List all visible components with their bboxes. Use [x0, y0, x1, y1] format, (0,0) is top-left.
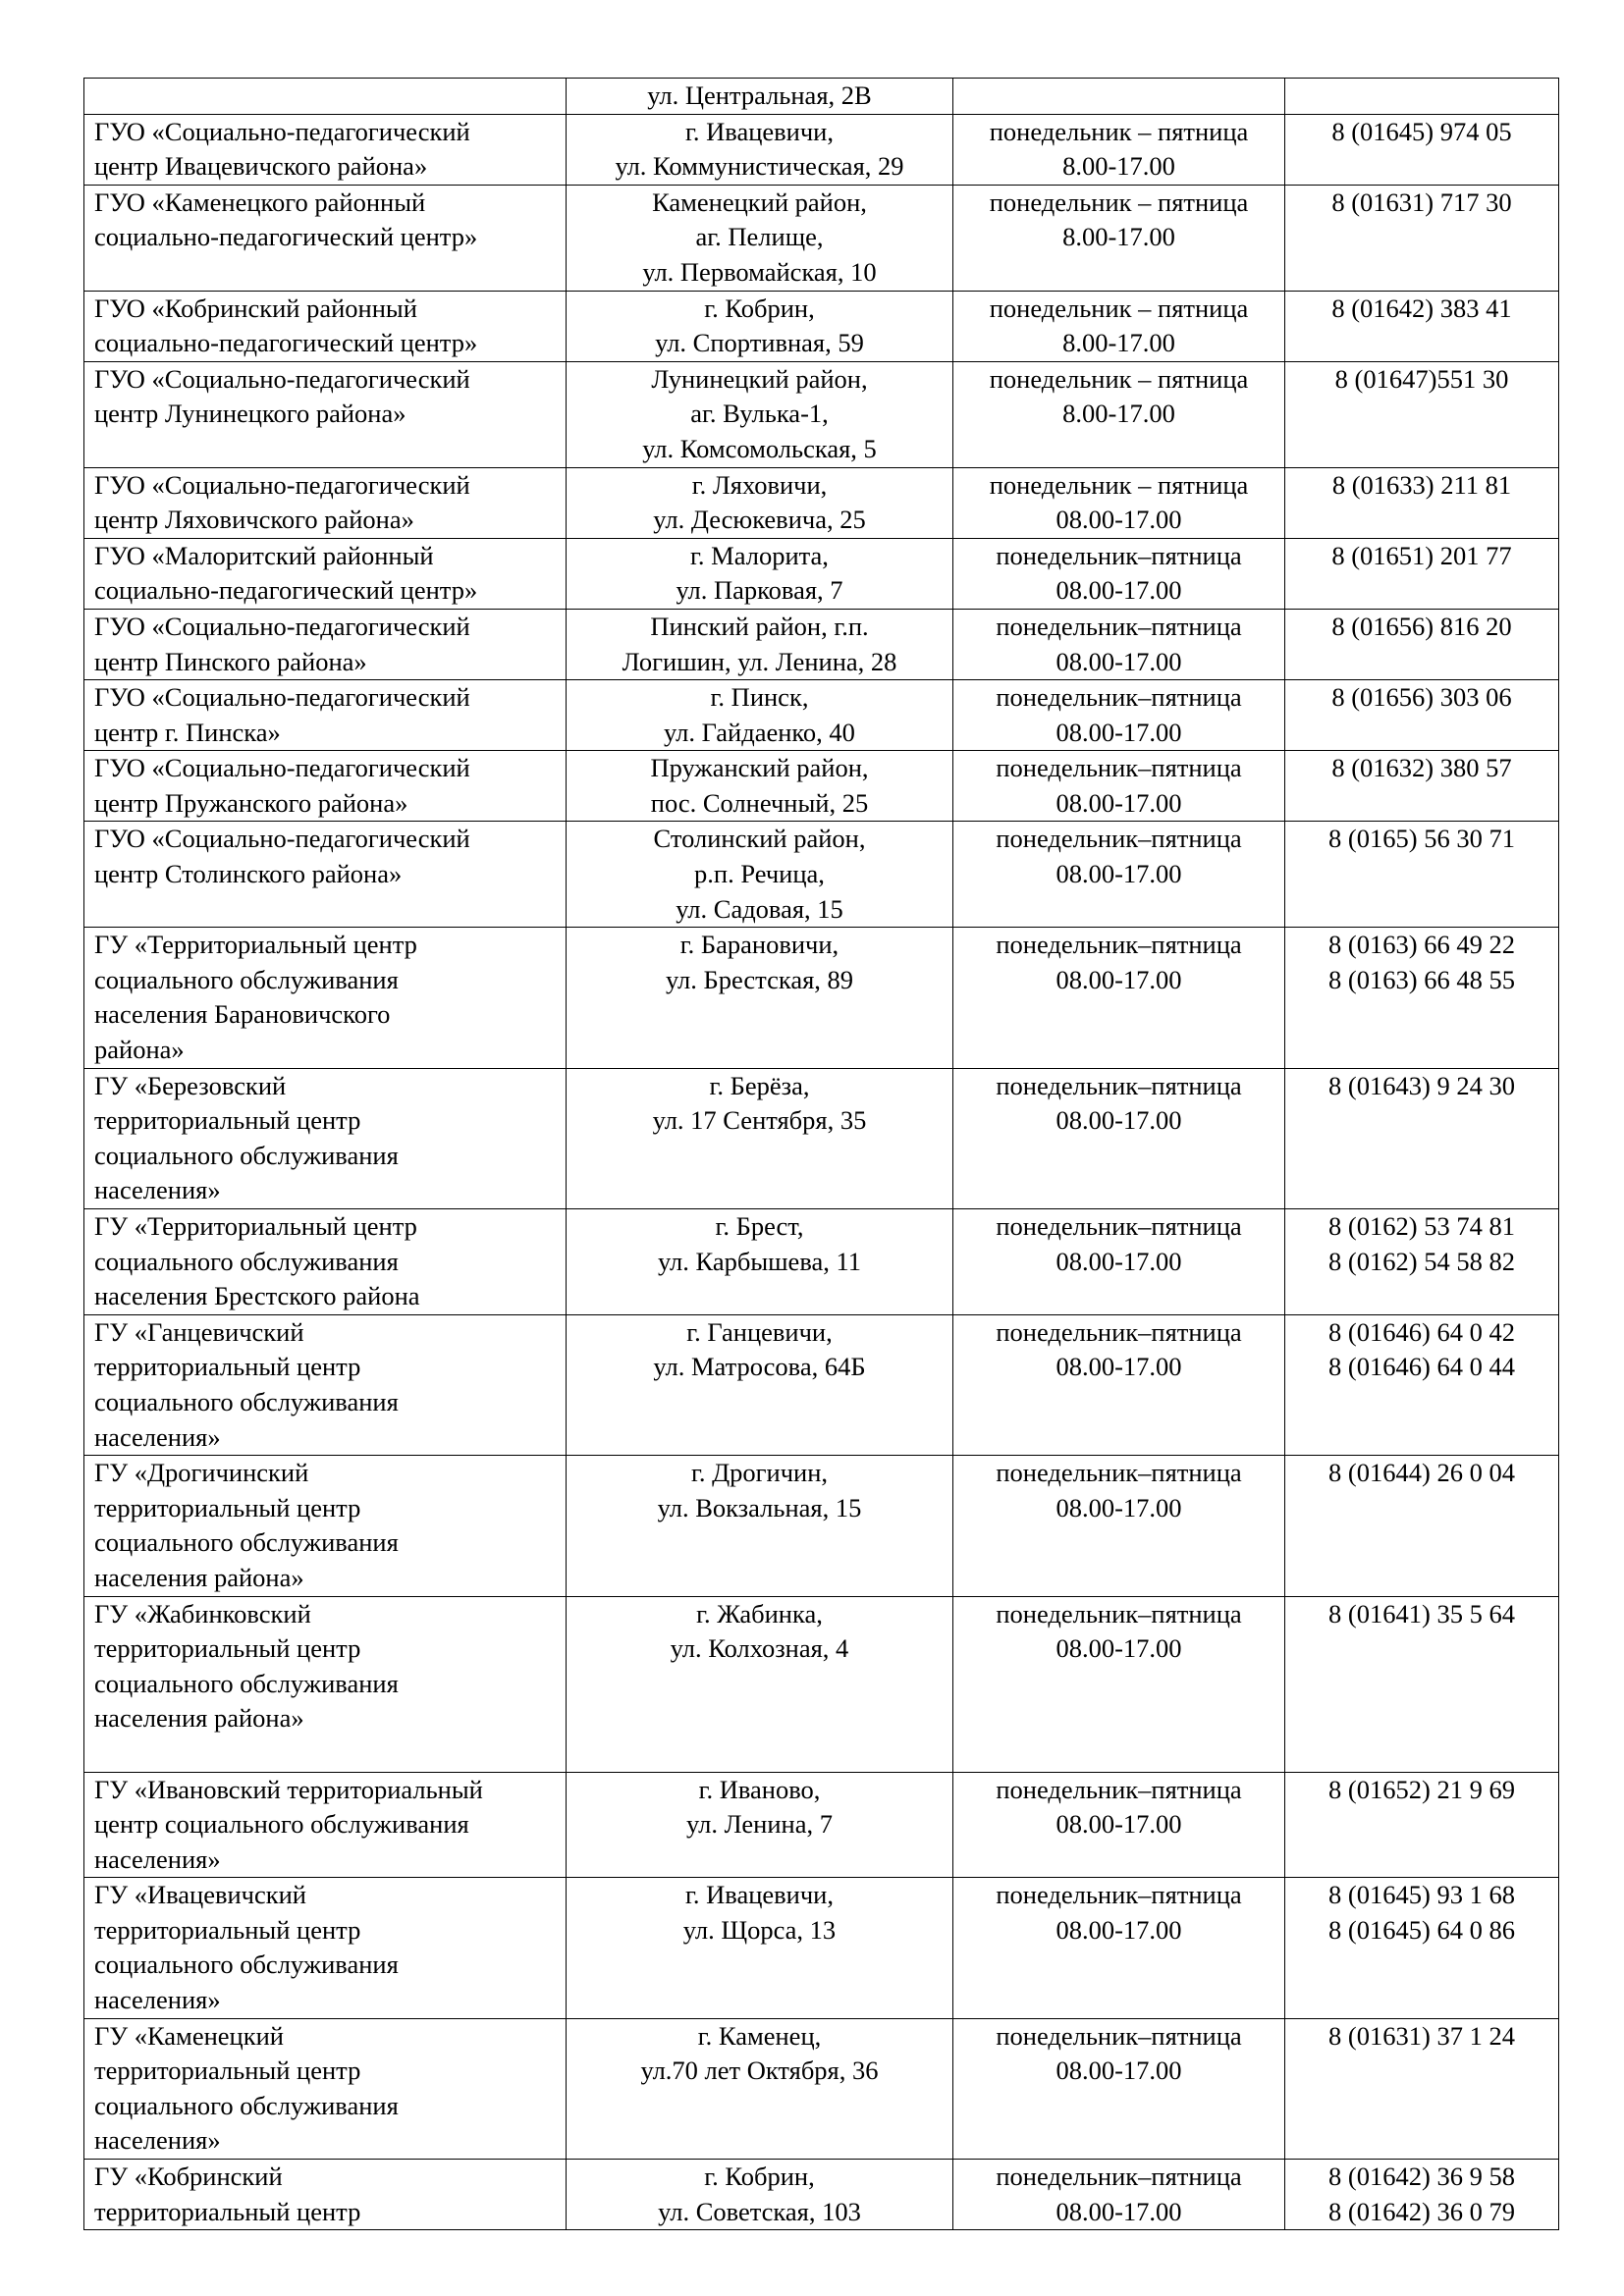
working-hours-line: понедельник–пятница [996, 930, 1242, 960]
working-hours-cell [953, 751, 1285, 822]
address-line: г. Кобрин, [704, 293, 815, 323]
organization-line: социально-педагогический центр» [94, 328, 478, 358]
working-hours-line: понедельник–пятница [996, 540, 1242, 570]
phone-cell [1285, 291, 1559, 361]
working-hours-line: понедельник–пятница [996, 824, 1242, 854]
working-hours-line: 08.00-17.00 [1056, 1246, 1182, 1276]
organization-cell [84, 822, 567, 928]
phone-cell [1285, 361, 1559, 467]
phone-line: 8 (01646) 64 0 44 [1328, 1352, 1515, 1382]
working-hours-cell [953, 114, 1285, 185]
organization-line: центр Ляховичского района» [94, 505, 414, 535]
organization-line: ГУО «Социально-педагогический [94, 682, 470, 713]
organization-cell [84, 2160, 567, 2230]
working-hours-line: понедельник–пятница [996, 611, 1242, 641]
organization-cell [84, 114, 567, 185]
phone-cell [1285, 2018, 1559, 2159]
phone-line: 8 (0163) 66 49 22 [1328, 930, 1515, 960]
organization-line: района» [94, 1035, 185, 1065]
organization-line: социального обслуживания [94, 964, 399, 994]
working-hours-line: понедельник – пятница [989, 293, 1249, 323]
working-hours-line: 08.00-17.00 [1056, 2196, 1182, 2226]
phone-cell [1285, 1596, 1559, 1772]
organization-line: населения» [94, 1421, 221, 1452]
phone-cell [1285, 1209, 1559, 1315]
working-hours-line: 08.00-17.00 [1056, 2056, 1182, 2086]
organization-cell [84, 2018, 567, 2159]
organization-line: ГУО «Социально-педагогический [94, 824, 470, 854]
address-line: ул. Матросова, 64Б [653, 1352, 866, 1382]
working-hours-line: 8.00-17.00 [1062, 222, 1175, 252]
organization-line: ГУО «Социально-педагогический [94, 611, 470, 641]
organization-line: ГУО «Кобринский районный [94, 293, 417, 323]
address-cell [567, 2160, 953, 2230]
organization-cell [84, 1456, 567, 1596]
address-cell [567, 1878, 953, 2018]
organization-line: территориальный центр [94, 1492, 361, 1522]
phone-line: 8 (01631) 37 1 24 [1328, 2020, 1515, 2051]
phone-line: 8 (0162) 53 74 81 [1328, 1211, 1515, 1241]
phone-line: 8 (01631) 717 30 [1331, 187, 1512, 217]
working-hours-cell [953, 822, 1285, 928]
working-hours-line: 08.00-17.00 [1056, 1809, 1182, 1840]
organization-line: ГУО «Социально-педагогический [94, 116, 470, 146]
address-line: ул. Вокзальная, 15 [657, 1492, 862, 1522]
organization-cell [84, 1314, 567, 1455]
working-hours-line: 08.00-17.00 [1056, 1105, 1182, 1136]
table-row [84, 2160, 1559, 2230]
address-line: ул. Советская, 103 [658, 2196, 861, 2226]
organization-line: социального обслуживания [94, 1246, 399, 1276]
address-line: ул. Колхозная, 4 [670, 1633, 849, 1664]
address-cell [567, 1596, 953, 1772]
address-line: г. Каменец, [697, 2020, 822, 2051]
address-line: г. Иваново, [698, 1774, 821, 1804]
working-hours-line: понедельник–пятница [996, 2020, 1242, 2051]
organization-cell [84, 1068, 567, 1208]
phone-cell [1285, 185, 1559, 291]
table-row [84, 538, 1559, 609]
table-row [84, 79, 1559, 115]
table-row [84, 2018, 1559, 2159]
table-row [84, 751, 1559, 822]
organization-cell [84, 361, 567, 467]
organization-cell [84, 1878, 567, 2018]
address-cell [567, 928, 953, 1068]
address-cell [567, 609, 953, 679]
address-line: г. Дрогичин, [690, 1458, 829, 1488]
working-hours-line: 08.00-17.00 [1056, 787, 1182, 818]
phone-line: 8 (01632) 380 57 [1331, 753, 1512, 783]
address-line: ул. Десюкевича, 25 [653, 505, 866, 535]
organization-line: населения Брестского района [94, 1281, 420, 1311]
working-hours-line: 8.00-17.00 [1062, 328, 1175, 358]
working-hours-cell [953, 1314, 1285, 1455]
phone-cell [1285, 2160, 1559, 2230]
organization-line: социального обслуживания [94, 2090, 399, 2120]
organization-line: ГУ «Березовский [94, 1070, 287, 1100]
address-line: Каменецкий район, [652, 187, 867, 217]
organization-line: ГУ «Каменецкий [94, 2020, 284, 2051]
phone-cell [1285, 680, 1559, 751]
address-line: ул. Ленина, 7 [686, 1809, 833, 1840]
organization-line: населения» [94, 2125, 221, 2156]
address-line: г. Ивацевичи, [685, 1880, 834, 1910]
working-hours-line: понедельник–пятница [996, 682, 1242, 713]
address-line: г. Ивацевичи, [685, 116, 834, 146]
working-hours-cell [953, 291, 1285, 361]
organization-cell [84, 79, 567, 115]
phone-line: 8 (01656) 816 20 [1331, 611, 1512, 641]
working-hours-cell [953, 361, 1285, 467]
organization-line: территориальный центр [94, 1352, 361, 1382]
phone-line: 8 (01645) 93 1 68 [1328, 1880, 1515, 1910]
organization-line: центр Лунинецкого района» [94, 399, 406, 429]
organization-line: ГУ «Территориальный центр [94, 930, 417, 960]
organization-line: населения» [94, 1985, 221, 2015]
organization-line: ГУ «Жабинковский [94, 1598, 311, 1629]
phone-line: 8 (0165) 56 30 71 [1328, 824, 1515, 854]
phone-line: 8 (01645) 64 0 86 [1328, 1914, 1515, 1945]
address-line: Лунинецкий район, [651, 363, 868, 394]
phone-cell [1285, 751, 1559, 822]
working-hours-cell [953, 609, 1285, 679]
address-line: г. Пинск, [710, 682, 809, 713]
working-hours-line: 08.00-17.00 [1056, 505, 1182, 535]
address-line: г. Кобрин, [704, 2162, 815, 2192]
address-line: ул. Спортивная, 59 [655, 328, 864, 358]
table-row [84, 1772, 1559, 1878]
phone-line: 8 (01644) 26 0 04 [1328, 1458, 1515, 1488]
working-hours-cell [953, 2160, 1285, 2230]
phone-line: 8 (01642) 36 9 58 [1328, 2162, 1515, 2192]
address-line: ул. Карбышева, 11 [657, 1246, 862, 1276]
address-line: ул. Брестская, 89 [665, 964, 854, 994]
address-cell [567, 1314, 953, 1455]
address-line: ул. Комсомольская, 5 [642, 433, 877, 463]
phone-cell [1285, 609, 1559, 679]
working-hours-cell [953, 1878, 1285, 2018]
working-hours-line: понедельник – пятница [989, 363, 1249, 394]
organization-line: территориальный центр [94, 1633, 361, 1664]
working-hours-line: понедельник–пятница [996, 1774, 1242, 1804]
working-hours-line: 08.00-17.00 [1056, 1633, 1182, 1664]
table-row [84, 680, 1559, 751]
organization-line: населения района» [94, 1562, 304, 1592]
organization-line: центр Ивацевичского района» [94, 151, 428, 182]
phone-line: 8 (0162) 54 58 82 [1328, 1246, 1515, 1276]
organization-line: территориальный центр [94, 2196, 361, 2226]
organization-line: социального обслуживания [94, 1949, 399, 1980]
address-line: г. Малорита, [690, 540, 829, 570]
institutions-table [83, 78, 1559, 2230]
address-line: ул. Коммунистическая, 29 [615, 151, 904, 182]
organization-line: ГУ «Дрогичинский [94, 1458, 309, 1488]
working-hours-line: понедельник–пятница [996, 1880, 1242, 1910]
phone-cell [1285, 114, 1559, 185]
working-hours-line: понедельник – пятница [989, 469, 1249, 500]
address-cell [567, 114, 953, 185]
organization-cell [84, 928, 567, 1068]
organization-line: населения района» [94, 1703, 304, 1734]
organization-line: территориальный центр [94, 1105, 361, 1136]
address-line: ул. Парковая, 7 [676, 575, 843, 606]
address-line: ул. 17 Сентября, 35 [652, 1105, 867, 1136]
address-line: ул. Садовая, 15 [676, 893, 843, 924]
address-cell [567, 1772, 953, 1878]
working-hours-line: понедельник – пятница [989, 187, 1249, 217]
organization-line: социального обслуживания [94, 1140, 399, 1170]
working-hours-line: 08.00-17.00 [1056, 1492, 1182, 1522]
organization-cell [84, 751, 567, 822]
table-row [84, 1068, 1559, 1208]
address-cell [567, 751, 953, 822]
phone-line: 8 (01642) 36 0 79 [1328, 2196, 1515, 2226]
address-line: пос. Солнечный, 25 [650, 787, 869, 818]
organization-line: центр социального обслуживания [94, 1809, 469, 1840]
organization-line: социального обслуживания [94, 1668, 399, 1698]
organization-line: социально-педагогический центр» [94, 575, 478, 606]
organization-line: ГУ «Территориальный центр [94, 1211, 417, 1241]
organization-line: социального обслуживания [94, 1527, 399, 1558]
phone-cell [1285, 1456, 1559, 1596]
working-hours-line: 08.00-17.00 [1056, 646, 1182, 676]
organization-line: населения» [94, 1843, 221, 1874]
address-line: ул. Гайдаенко, 40 [664, 717, 855, 747]
address-cell [567, 538, 953, 609]
blank-line [94, 1736, 556, 1772]
organization-cell [84, 609, 567, 679]
organization-cell [84, 1772, 567, 1878]
address-line: г. Ляховичи, [691, 469, 828, 500]
address-line: ул. Центральная, 2В [647, 80, 872, 110]
address-line: Логишин, ул. Ленина, 28 [622, 646, 897, 676]
address-line: р.п. Речица, [694, 859, 825, 889]
phone-line: 8 (01652) 21 9 69 [1328, 1774, 1515, 1804]
phone-cell [1285, 1314, 1559, 1455]
organization-cell [84, 291, 567, 361]
phone-cell [1285, 1878, 1559, 2018]
working-hours-line: 08.00-17.00 [1056, 1352, 1182, 1382]
table-row [84, 185, 1559, 291]
working-hours-cell [953, 538, 1285, 609]
address-cell [567, 2018, 953, 2159]
phone-cell [1285, 538, 1559, 609]
phone-line: 8 (0163) 66 48 55 [1328, 964, 1515, 994]
phone-line: 8 (01646) 64 0 42 [1328, 1316, 1515, 1347]
table-row [84, 361, 1559, 467]
table-row [84, 467, 1559, 538]
address-cell [567, 1209, 953, 1315]
organization-line: населения Барановичского [94, 999, 391, 1030]
organization-line: ГУ «Ивацевичский [94, 1880, 306, 1910]
organization-line: ГУО «Каменецкого районный [94, 187, 426, 217]
phone-cell [1285, 928, 1559, 1068]
working-hours-line: 08.00-17.00 [1056, 859, 1182, 889]
phone-line: 8 (01656) 303 06 [1331, 682, 1512, 713]
organization-line: ГУО «Малоритский районный [94, 540, 434, 570]
table-row [84, 1456, 1559, 1596]
address-line: г. Брест, [715, 1211, 804, 1241]
phone-cell [1285, 79, 1559, 115]
table-row [84, 609, 1559, 679]
organization-cell [84, 1209, 567, 1315]
address-line: Столинский район, [653, 824, 866, 854]
organization-line: социально-педагогический центр» [94, 222, 478, 252]
working-hours-cell [953, 1068, 1285, 1208]
organization-line: центр Пружанского района» [94, 787, 408, 818]
organization-line: ГУ «Ивановский территориальный [94, 1774, 483, 1804]
address-line: ул. Щорса, 13 [682, 1914, 837, 1945]
organization-line: центр г. Пинска» [94, 717, 281, 747]
phone-line: 8 (01633) 211 81 [1331, 469, 1512, 500]
organization-line: территориальный центр [94, 1914, 361, 1945]
working-hours-cell [953, 79, 1285, 115]
address-line: аг. Вулька-1, [690, 399, 829, 429]
working-hours-line: 08.00-17.00 [1056, 575, 1182, 606]
working-hours-line: 8.00-17.00 [1062, 151, 1175, 182]
organization-line: социального обслуживания [94, 1386, 399, 1416]
address-line: г. Барановичи, [679, 930, 839, 960]
working-hours-line: понедельник–пятница [996, 2162, 1242, 2192]
organization-cell [84, 467, 567, 538]
organization-line: ГУ «Ганцевичский [94, 1316, 304, 1347]
working-hours-line: понедельник–пятница [996, 1458, 1242, 1488]
organization-cell [84, 1596, 567, 1772]
working-hours-line: 08.00-17.00 [1056, 964, 1182, 994]
organization-line: ГУ «Кобринский [94, 2162, 283, 2192]
address-cell [567, 822, 953, 928]
working-hours-line: понедельник–пятница [996, 1070, 1242, 1100]
address-line: г. Ганцевичи, [686, 1316, 833, 1347]
phone-line: 8 (01645) 974 05 [1331, 116, 1512, 146]
organization-line: ГУО «Социально-педагогический [94, 363, 470, 394]
phone-cell [1285, 1068, 1559, 1208]
table-row [84, 928, 1559, 1068]
organization-cell [84, 538, 567, 609]
phone-cell [1285, 822, 1559, 928]
organization-line: центр Пинского района» [94, 646, 367, 676]
working-hours-cell [953, 1596, 1285, 1772]
address-line: аг. Пелище, [695, 222, 824, 252]
working-hours-cell [953, 185, 1285, 291]
working-hours-line: 08.00-17.00 [1056, 717, 1182, 747]
organization-line: территориальный центр [94, 2056, 361, 2086]
working-hours-line: понедельник–пятница [996, 753, 1242, 783]
table-row [84, 1878, 1559, 2018]
table-row [84, 822, 1559, 928]
working-hours-line: понедельник – пятница [989, 116, 1249, 146]
address-cell [567, 1068, 953, 1208]
address-line: Пружанский район, [650, 753, 869, 783]
phone-line: 8 (01643) 9 24 30 [1328, 1070, 1515, 1100]
working-hours-cell [953, 2018, 1285, 2159]
working-hours-line: 08.00-17.00 [1056, 1914, 1182, 1945]
address-cell [567, 291, 953, 361]
phone-cell [1285, 467, 1559, 538]
address-cell [567, 185, 953, 291]
address-line: г. Берёза, [709, 1070, 810, 1100]
table-row [84, 114, 1559, 185]
phone-cell [1285, 1772, 1559, 1878]
organization-line: центр Столинского района» [94, 859, 403, 889]
working-hours-line: понедельник–пятница [996, 1598, 1242, 1629]
table-row [84, 291, 1559, 361]
address-line: Пинский район, г.п. [650, 611, 869, 641]
working-hours-cell [953, 1209, 1285, 1315]
address-line: ул. Первомайская, 10 [642, 256, 877, 287]
phone-line: 8 (01641) 35 5 64 [1328, 1598, 1515, 1629]
table-body [84, 79, 1559, 2230]
working-hours-line: 8.00-17.00 [1062, 399, 1175, 429]
organization-cell [84, 185, 567, 291]
address-cell [567, 79, 953, 115]
working-hours-line: понедельник–пятница [996, 1316, 1242, 1347]
address-line: г. Жабинка, [696, 1598, 823, 1629]
working-hours-cell [953, 680, 1285, 751]
phone-line: 8 (01642) 383 41 [1331, 293, 1512, 323]
table-row [84, 1209, 1559, 1315]
organization-cell [84, 680, 567, 751]
table-row [84, 1596, 1559, 1772]
address-cell [567, 1456, 953, 1596]
phone-line: 8 (01647)551 30 [1334, 363, 1509, 394]
address-cell [567, 680, 953, 751]
organization-line: населения» [94, 1175, 221, 1205]
address-cell [567, 361, 953, 467]
working-hours-cell [953, 467, 1285, 538]
organization-line: ГУО «Социально-педагогический [94, 469, 470, 500]
phone-line: 8 (01651) 201 77 [1331, 540, 1512, 570]
working-hours-cell [953, 1772, 1285, 1878]
working-hours-line: понедельник–пятница [996, 1211, 1242, 1241]
working-hours-cell [953, 1456, 1285, 1596]
working-hours-cell [953, 928, 1285, 1068]
address-line: ул.70 лет Октября, 36 [640, 2056, 879, 2086]
address-cell [567, 467, 953, 538]
organization-line: ГУО «Социально-педагогический [94, 753, 470, 783]
table-row [84, 1314, 1559, 1455]
